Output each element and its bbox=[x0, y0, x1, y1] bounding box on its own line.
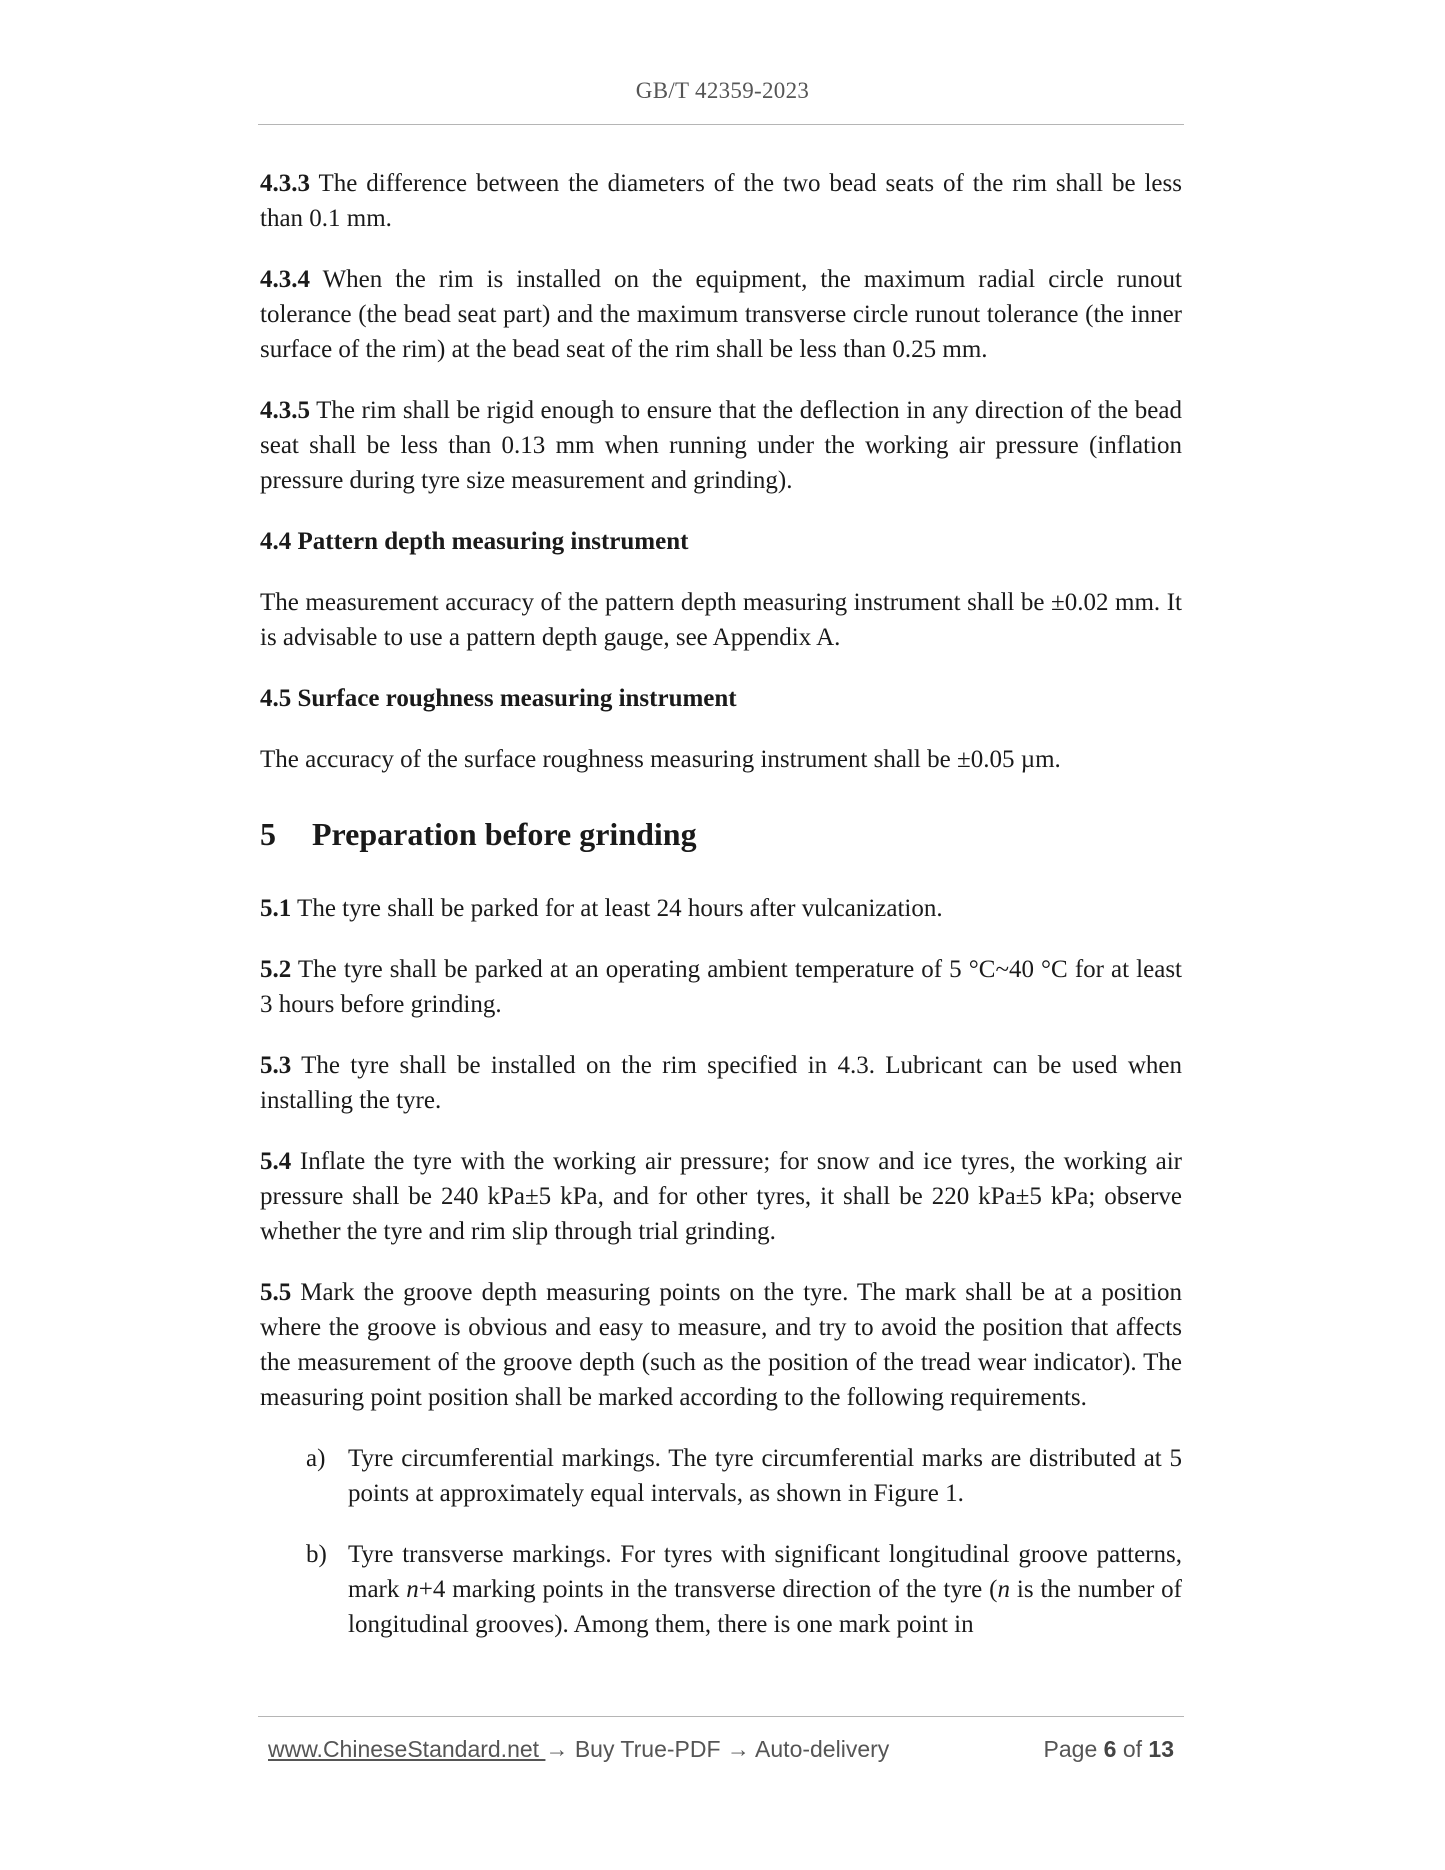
clause-5-1 bbox=[260, 891, 1182, 926]
current-page: 6 bbox=[1103, 1736, 1117, 1762]
footer-divider bbox=[258, 1716, 1184, 1717]
list-item-text: Tyre transverse markings. For tyres with significant longitudinal groove patterns, mark bbox=[348, 1541, 1182, 1603]
clause-text: The tyre shall be installed on the rim specified in 4.3. Lubricant can be used when installing the tyre. bbox=[260, 1052, 1182, 1114]
list-marker: a) bbox=[306, 1445, 326, 1472]
buy-true-pdf-text: Buy True-PDF bbox=[568, 1736, 727, 1762]
clause-text: The rim shall be rigid enough to ensure that the deflection in any direction of the bead seat shall be less than 0.13 mm when running under the working air pressure (inflation pressure during tyre size measurement and grinding). bbox=[260, 397, 1182, 494]
clause-4-4-text: The measurement accuracy of the pattern depth measuring instrument shall be ±0.02 mm. It is advisable to use a pattern depth gauge, see Appendix A. bbox=[260, 589, 1182, 651]
clause-text: The difference between the diameters of the two bead seats of the rim shall be less than 0.1 mm. bbox=[260, 170, 1182, 232]
clause-4-3-5 bbox=[260, 393, 1182, 498]
arrow-right-icon: → bbox=[726, 1736, 750, 1762]
list-item-text: is the number of longitudinal grooves). Among them, there is one mark point in bbox=[348, 1576, 1182, 1638]
clause-5-3 bbox=[260, 1048, 1182, 1118]
clause-number: 4.3.4 bbox=[260, 266, 310, 293]
clause-text: Mark the groove depth measuring points on the tyre. The mark shall be at a position where the groove is obvious and easy to measure, and try to avoid the position that affects the measurement of the groove depth (such as the position of the tread wear indicator). The measuring point position shall be marked according to the following requirements. bbox=[260, 1279, 1182, 1411]
site-link[interactable]: www.ChineseStandard.net bbox=[268, 1736, 546, 1762]
clause-text: The tyre shall be parked for at least 24 hours after vulcanization. bbox=[291, 895, 943, 922]
clause-5-5 bbox=[260, 1275, 1182, 1415]
clause-text: Inflate the tyre with the working air pressure; for snow and ice tyres, the working air pressure shall be 240 kPa±5 kPa, and for other tyres, it shall be 220 kPa±5 kPa; observe whether the tyre and rim slip through trial grinding. bbox=[260, 1148, 1182, 1245]
list-item-a bbox=[260, 1441, 1182, 1511]
variable-n: n bbox=[997, 1576, 1010, 1603]
list-item-text: +4 marking points in the transverse direction of the tyre ( bbox=[418, 1576, 998, 1603]
page-label: Page bbox=[1043, 1736, 1104, 1762]
clause-number: 4.3.3 bbox=[260, 170, 310, 197]
arrow-right-icon: → bbox=[545, 1736, 569, 1762]
clause-number: 5.2 bbox=[260, 956, 292, 983]
page-footer bbox=[268, 1736, 1174, 1763]
list-item-text: Tyre circumferential markings. The tyre circumferential marks are distributed at 5 points at approximately equal intervals, as shown in Figure 1. bbox=[348, 1445, 1182, 1507]
section-number: 5 bbox=[260, 816, 276, 852]
page-header: GB/T 42359-2023 bbox=[635, 78, 810, 103]
clause-4-3-3 bbox=[260, 166, 1182, 236]
clause-number: 4.3.5 bbox=[260, 397, 310, 424]
heading-4-4: 4.4 Pattern depth measuring instrument bbox=[260, 528, 689, 555]
list-item-b bbox=[260, 1537, 1182, 1642]
auto-delivery-text: Auto-delivery bbox=[749, 1736, 890, 1762]
clause-number: 5.1 bbox=[260, 895, 292, 922]
clause-5-4 bbox=[260, 1144, 1182, 1249]
clause-text: The tyre shall be parked at an operating ambient temperature of 5 °C~40 °C for at least 3 hours before grinding. bbox=[260, 956, 1182, 1018]
document-body bbox=[260, 166, 1182, 1668]
page-number bbox=[1044, 1736, 1174, 1763]
of-label: of bbox=[1116, 1736, 1149, 1762]
section-5-heading bbox=[260, 814, 1182, 854]
clause-5-2 bbox=[260, 952, 1182, 1022]
list-marker: b) bbox=[306, 1541, 327, 1568]
clause-number: 5.3 bbox=[260, 1052, 292, 1079]
header-divider bbox=[258, 124, 1184, 125]
clause-number: 5.5 bbox=[260, 1279, 292, 1306]
total-pages: 13 bbox=[1148, 1736, 1174, 1762]
clause-4-5-text: The accuracy of the surface roughness measuring instrument shall be ±0.05 µm. bbox=[260, 746, 1061, 773]
section-title: Preparation before grinding bbox=[312, 816, 697, 852]
clause-number: 5.4 bbox=[260, 1148, 292, 1175]
heading-4-5: 4.5 Surface roughness measuring instrument bbox=[260, 685, 737, 712]
variable-n: n bbox=[406, 1576, 419, 1603]
clause-4-3-4 bbox=[260, 262, 1182, 367]
clause-text: When the rim is installed on the equipment, the maximum radial circle runout tolerance (the bead seat part) and the maximum transverse circle runout tolerance (the inner surface of the rim) at the bead seat of the rim shall be less than 0.25 mm. bbox=[260, 266, 1182, 363]
